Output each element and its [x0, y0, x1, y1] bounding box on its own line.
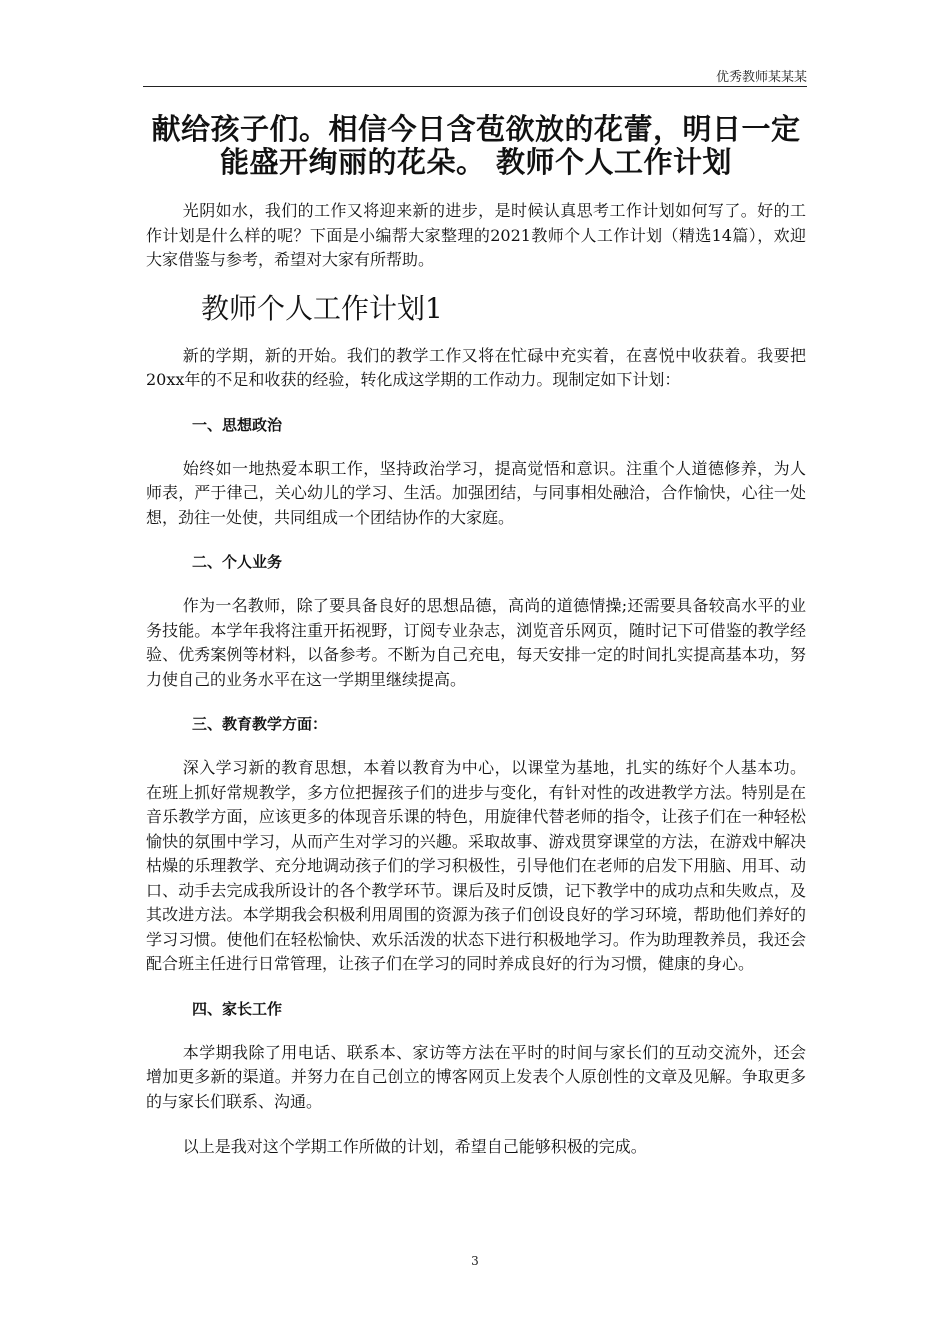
subsection-heading-politics: 一、思想政治	[192, 415, 283, 434]
subsection-body-parents: 本学期我除了用电话、联系本、家访等方法在平时的时间与家长们的互动交流外，还会增加更多新的渠道。并努力在自己创立的博客网页上发表个人原创性的文章及见解。争取更多的与家长们联系、沟通。	[146, 1042, 806, 1111]
intro-paragraph: 光阴如水，我们的工作又将迎来新的进步，是时候认真思考工作计划如何写了。好的工作计划是什么样的呢？下面是小编帮大家整理的2021教师个人工作计划（精选14篇），欢迎大家借鉴与参考，希望对大家有所帮助。	[146, 201, 806, 269]
document-title: 献给孩子们。相信今日含苞欲放的花蕾，明日一定能盛开绚丽的花朵。 教师个人工作计划	[151, 112, 801, 179]
subsection-body-teaching: 深入学习新的教育思想，本着以教育为中心，以课堂为基地，扎实的练好个人基本功。在班上抓好常规教学，多方位把握孩子们的进步与变化，有针对性的改进教学方法。特别是在音乐教学方面，应该更多的体现音乐课的特色，用旋律代替老师的指令，让孩子们在一种轻松愉快的氛围中学习，从而产生对学习的兴趣。采取故事、游戏贯穿课堂的方法，在游戏中解决枯燥的乐理教学、充分地调动孩子们的学习积极性，引导他们在老师的启发下用脑、用耳、动口、动手去完成我所设计的各个教学环节。课后及时反馈，记下教学中的成功点和失败点，及其改进方法。本学期我会积极利用周围的资源为孩子们创设良好的学习环境，帮助他们养好的学习习惯。使他们在轻松愉快、欢乐活泼的状态下进行积极地学习。作为助理教养员，我还会配合班主任进行日常管理，让孩子们在学习的同时养成良好的行为习惯，健康的身心。	[146, 758, 806, 973]
subsection-heading-professional: 二、个人业务	[192, 553, 283, 571]
subsection-body-professional: 作为一名教师，除了要具备良好的思想品德，高尚的道德情操;还需要具备较高水平的业务技能。本学年我将注重开拓视野，订阅专业杂志，浏览音乐网页，随时记下可借鉴的教学经验、优秀案例等材料，以备参考。不断为自己充电，每天安排一定的时间扎实提高基本功，努力使自己的业务水平在这一学期里继续提高。	[146, 596, 806, 689]
subsection-heading-teaching: 三、教育教学方面：	[192, 715, 328, 733]
document-body	[146, 113, 806, 1160]
section-intro-paragraph: 新的学期，新的开始。我们的教学工作又将在忙碌中充实着，在喜悦中收获着。我要把20xx年的不足和收获的经验，转化成这学期的工作动力。现制定如下计划：	[146, 345, 806, 389]
running-header: 优秀教师某某某	[715, 70, 807, 85]
closing-paragraph: 以上是我对这个学期工作所做的计划，希望自己能够积极的完成。	[182, 1137, 647, 1156]
header-divider	[143, 86, 807, 87]
page-number: 3	[471, 1254, 479, 1268]
subsection-body-politics: 始终如一地热爱本职工作，坚持政治学习，提高觉悟和意识。注重个人道德修养，为人师表，严于律己，关心幼儿的学习、生活。加强团结，与同事相处融洽，合作愉快，心往一处想，劲往一处使，共同组成一个团结协作的大家庭。	[146, 458, 806, 527]
subsection-heading-parents: 四、家长工作	[192, 999, 283, 1018]
section-heading: 教师个人工作计划1	[201, 291, 443, 325]
